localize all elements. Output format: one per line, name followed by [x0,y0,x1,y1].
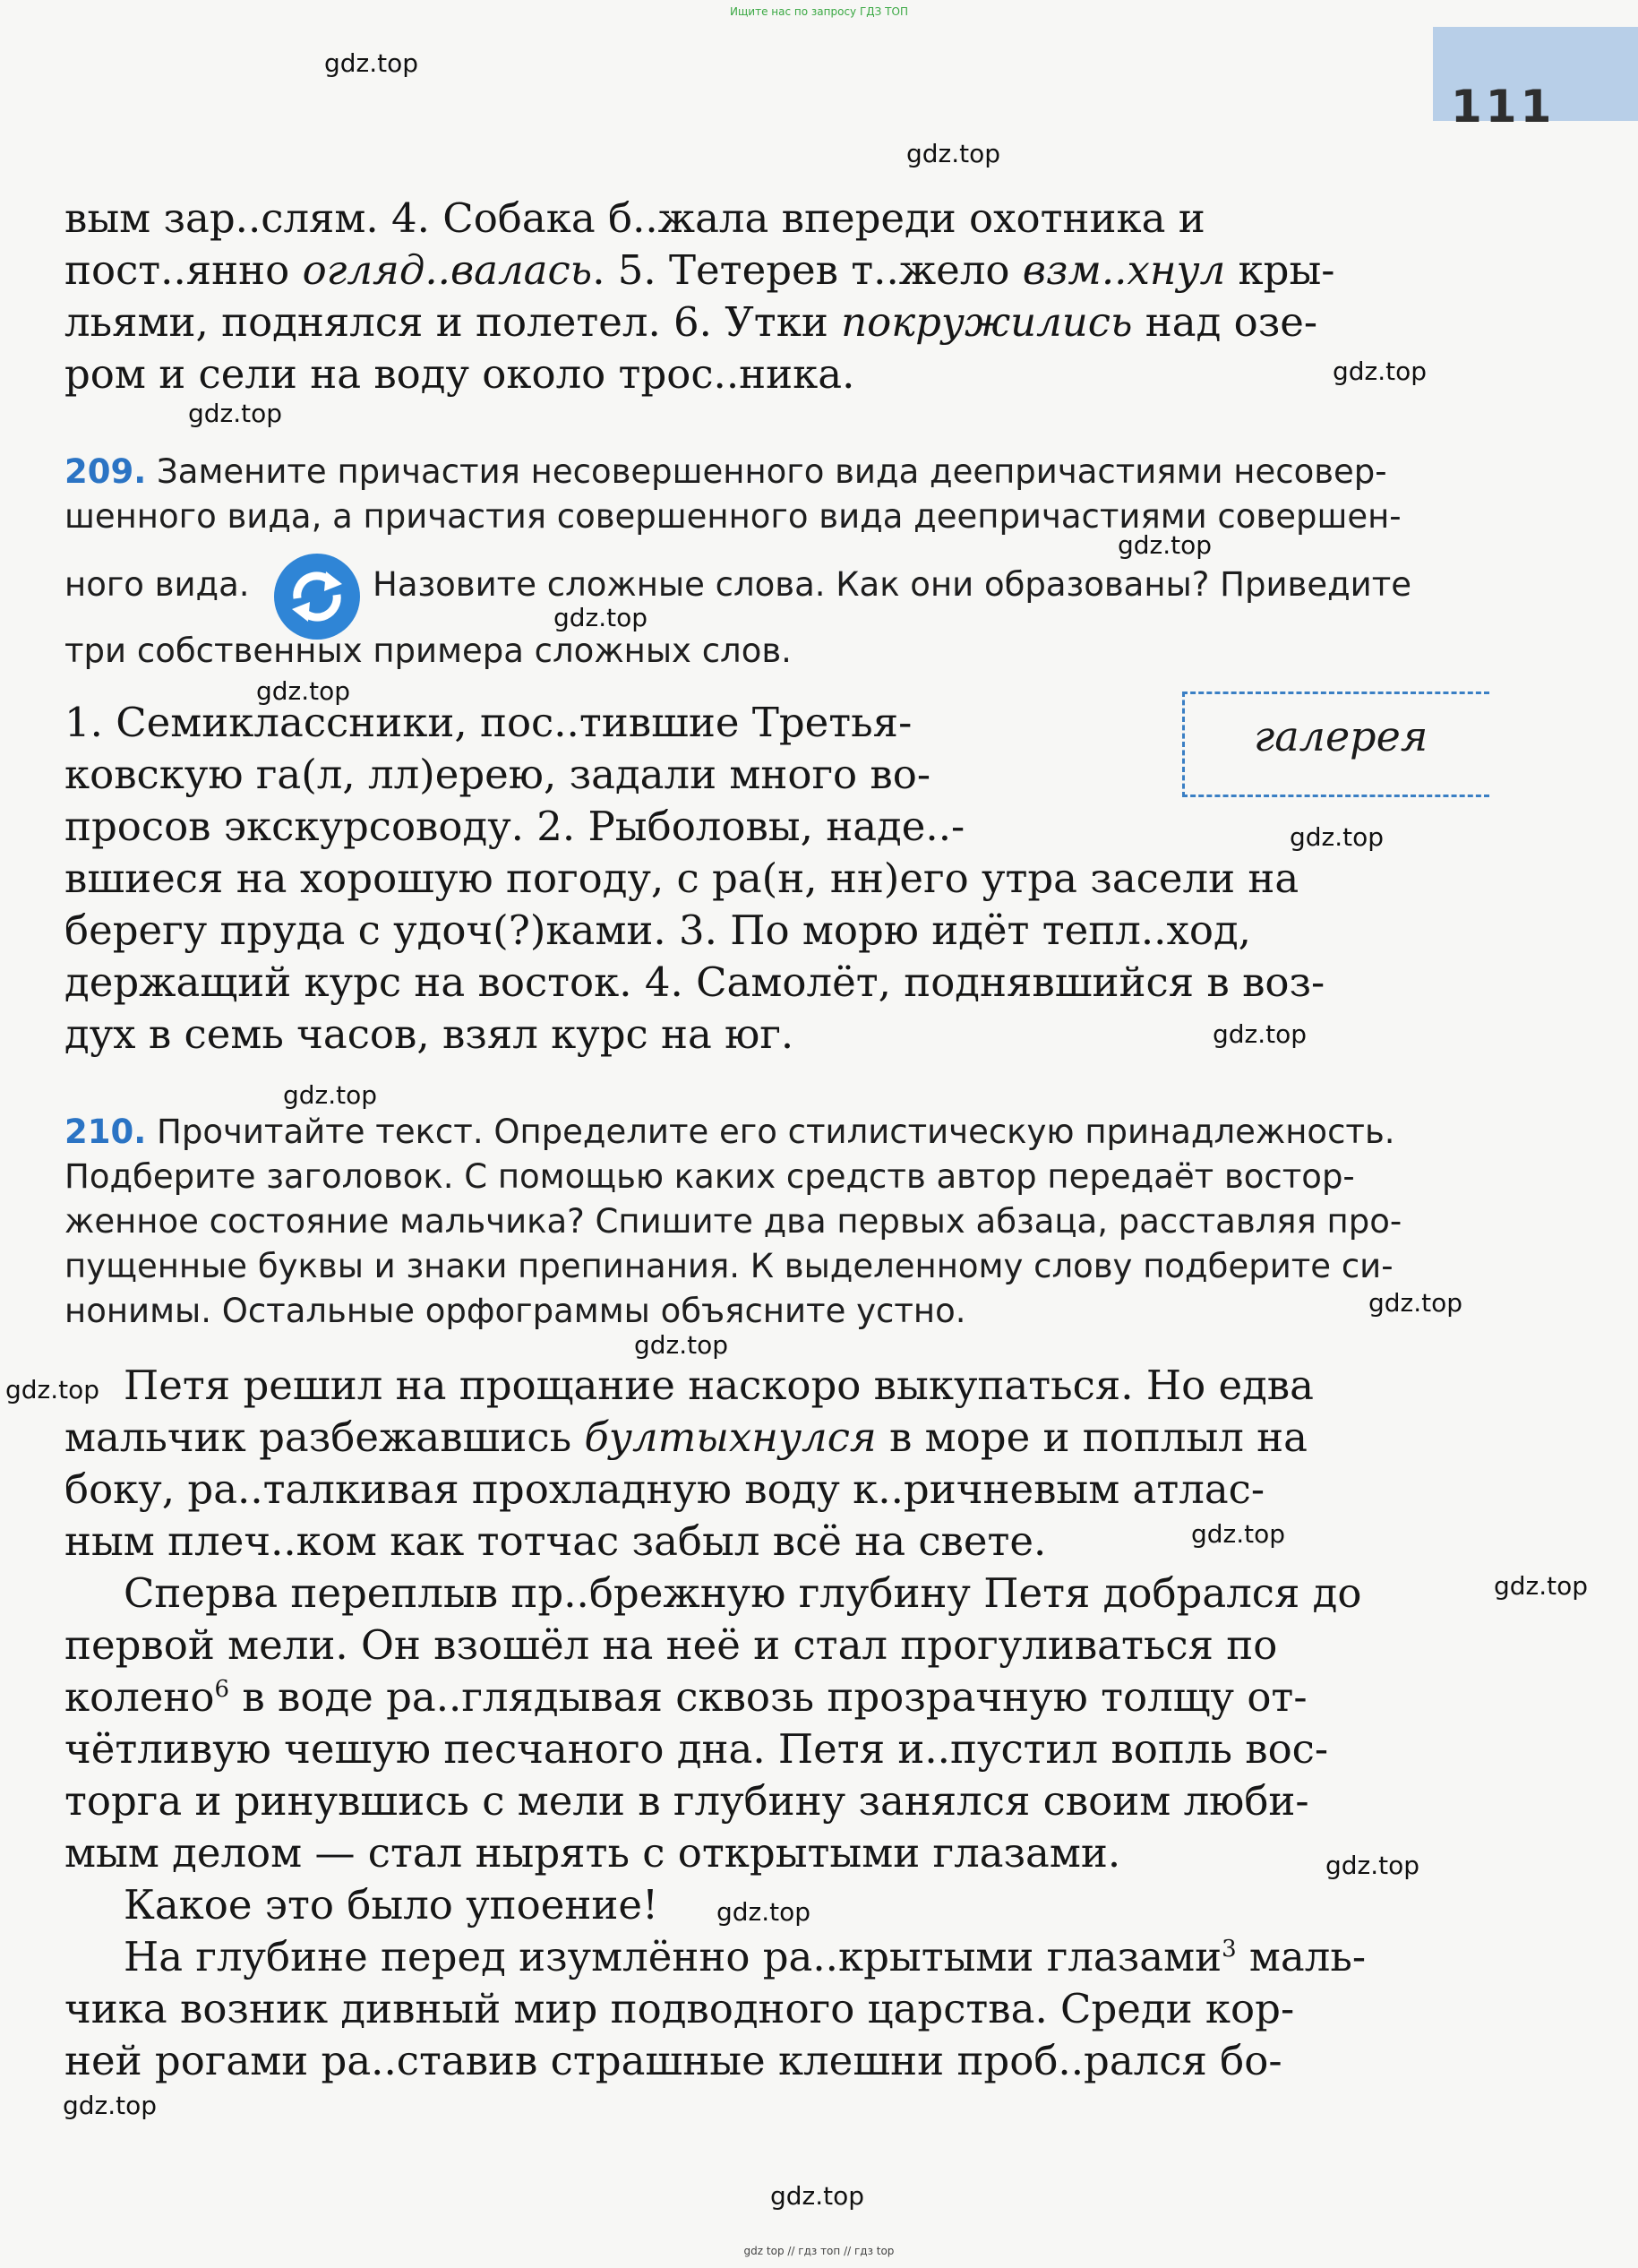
exercise-line: держащий курс на восток. 4. Самолёт, поднявшийся в воз- [64,958,1325,1006]
watermark: gdz.top [716,1897,811,1927]
top-banner: Ищите нас по запросу ГДЗ ТОП [730,5,908,18]
exercise-line: ковскую га(л, лл)ерею, задали много во- [64,751,931,798]
text-line: ного вида. [64,565,250,604]
text-line: женное состояние мальчика? Спишите два первых абзаца, расставляя про- [64,1202,1402,1241]
text-span: колено [64,1673,215,1721]
watermark: gdz.top [1333,357,1428,386]
exercise-209-instruction [64,451,1387,494]
watermark: gdz.top [1213,1019,1308,1049]
story-line [64,1671,1308,1723]
exercise-line: берегу пруда с удоч(?)ками. 3. По морю идёт тепл..ход, [64,906,1251,954]
story-line: боку, ра..талкивая прохладную воду к..ричневым атлас- [64,1465,1265,1513]
watermark: gdz.top [553,603,648,632]
text-line: шенного вида, а причастия совершенного вида деепричастиями совершен- [64,497,1402,536]
text-line [64,245,1335,296]
story-line: ней рогами ра..ставив страшные клешни проб..рался бо- [64,2037,1282,2084]
watermark: gdz.top [1118,530,1213,560]
italic-word: покружились [841,298,1133,346]
text-line: пущенные буквы и знаки препинания. К выделенному слову подберите си- [64,1247,1394,1285]
text-span: в воде ра..глядывая сквозь прозрачную толщу от- [229,1673,1308,1721]
story-line: Какое это было упоение! [124,1881,659,1929]
exercise-210-instruction [64,1111,1395,1154]
dictionary-word: галерея [1254,712,1428,760]
exercise-line: просов экскурсоводу. 2. Рыболовы, наде..- [64,803,965,850]
exercise-number: 209. [64,452,147,491]
exercise-line: 1. Семиклассники, пос..тившие Третья- [64,699,913,746]
exercise-line: дух в семь часов, взял курс на юг. [64,1010,794,1058]
story-line: торга и ринувшись с мели в глубину занялся своим люби- [64,1777,1309,1825]
text-line: Подберите заголовок. С помощью каких средств автор передаёт востор- [64,1157,1355,1196]
footnote-mark: 6 [214,1676,230,1703]
story-line: мым делом — стал нырять с открытыми глазами. [64,1829,1121,1877]
story-line: Петя решил на прощание наскоро выкупаться. Но едва [124,1362,1314,1409]
watermark: gdz.top [63,2091,158,2120]
text-span: мальчик разбежавшись [64,1413,585,1461]
watermark: gdz.top [256,676,351,706]
text-span: Замените причастия несовершенного вида деепричастиями несовер- [146,452,1387,491]
story-line: первой мели. Он взошёл на неё и стал прогуливаться по [64,1621,1278,1669]
page-number: 111 [1451,81,1556,133]
exercise-number: 210. [64,1113,147,1151]
text-span: над озе- [1132,298,1318,346]
story-line: Сперва переплыв пр..брежную глубину Петя добрался до [124,1569,1362,1617]
text-span: пост..янно [64,246,303,294]
text-line: Назовите сложные слова. Как они образованы? Приведите [373,565,1412,604]
text-line [64,296,1317,348]
watermark: gdz.top [906,139,1001,168]
text-span: . 5. Тетерев т..жело [592,246,1023,294]
highlighted-word: бултыхнулся [584,1413,877,1461]
watermark: gdz.top [1368,1288,1463,1318]
watermark: gdz.top [1191,1519,1286,1549]
story-line: ным плеч..ком как тотчас забыл всё на свете. [64,1517,1047,1565]
watermark: gdz.top [324,48,419,78]
italic-word: взм..хнул [1022,246,1226,294]
text-line: вым зар..слям. 4. Собака б..жала впереди охотника и [64,194,1205,242]
bottom-banner: gdz top // гдз топ // гдз top [743,2245,895,2257]
watermark: gdz.top [634,1330,729,1360]
italic-word: огляд..валась [302,246,593,294]
refresh-icon-svg [274,554,360,640]
watermark: gdz.top [283,1080,378,1110]
text-span: кры- [1225,246,1335,294]
text-span: в море и поплыл на [876,1413,1308,1461]
watermark: gdz.top [188,399,283,428]
text-span: льями, поднялся и полетел. 6. Утки [64,298,842,346]
text-line: нонимы. Остальные орфограммы объясните устно. [64,1292,966,1330]
watermark: gdz.top [1494,1571,1589,1601]
text-line: три собственных примера сложных слов. [64,631,792,670]
exercise-line: вшиеся на хорошую погоду, с ра(н, нн)его утра засели на [64,855,1299,902]
watermark: gdz.top [1325,1851,1420,1880]
watermark: gdz.top [1290,822,1385,852]
watermark: gdz.top [770,2181,865,2211]
refresh-icon [274,554,360,640]
text-span: На глубине перед изумлённо ра..крытыми глазами [124,1933,1222,1980]
story-line [124,1931,1366,1983]
text-line: ром и сели на воду около трос..ника. [64,350,855,398]
text-span: маль- [1236,1933,1367,1980]
footnote-mark: 3 [1222,1936,1237,1963]
text-span: Прочитайте текст. Определите его стилистическую принадлежность. [146,1113,1395,1151]
story-line: чика возник дивный мир подводного царства. Среди кор- [64,1985,1295,2032]
story-line: чётливую чешую песчаного дна. Петя и..пустил вопль вос- [64,1725,1329,1773]
story-line [64,1412,1308,1464]
watermark: gdz.top [5,1375,100,1405]
